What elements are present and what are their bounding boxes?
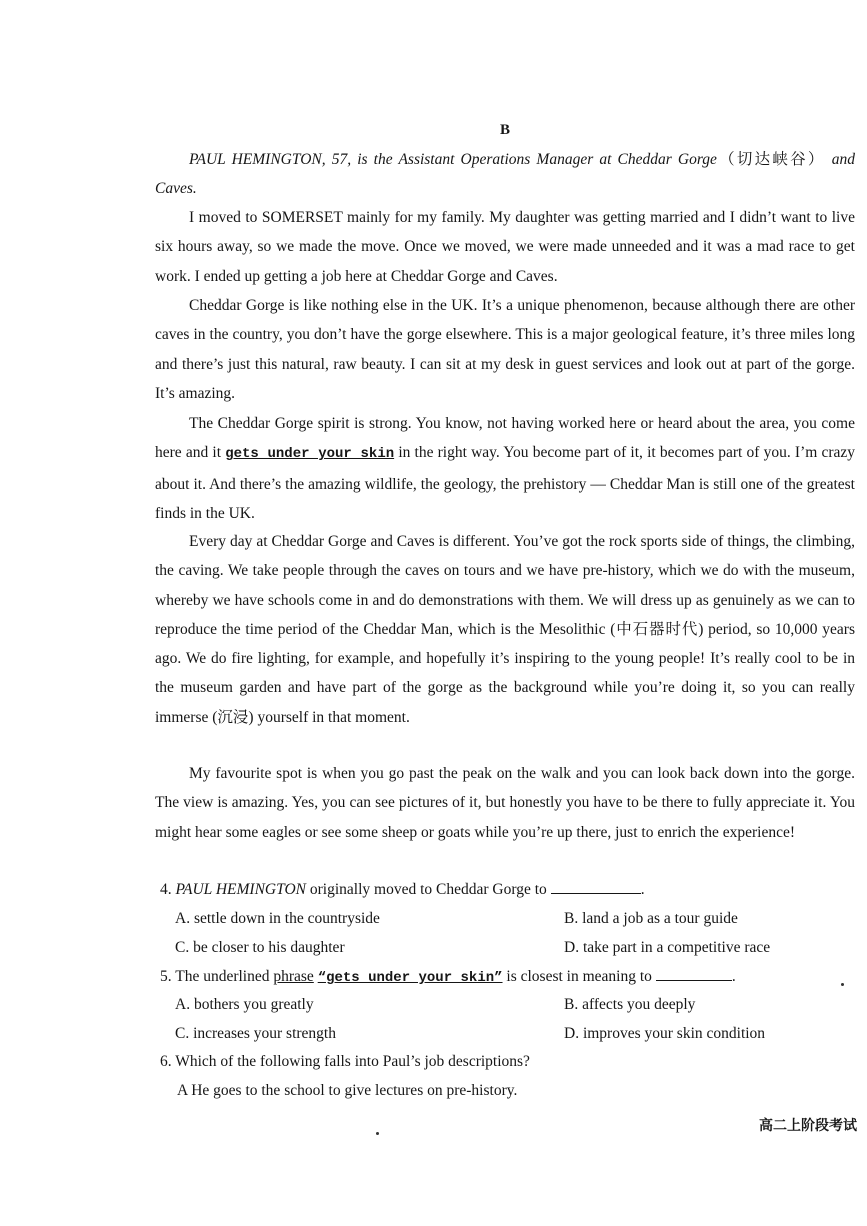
question-4-text: originally moved to Cheddar Gorge to <box>309 881 547 898</box>
paragraph-3-end: in the right way. You become part of it, it becomes part of you. I’m crazy about it. And there’s the amazing wildlife, the geology, the prehistory — Cheddar Man is still one of the greatest finds in the UK. <box>155 444 856 522</box>
q4-option-d[interactable]: D. take part in a competitive race <box>564 939 771 956</box>
paragraph-5: My favourite spot is when you go past the peak on the walk and you can look back down into the gorge. The view is amazing. Yes, you can see pictures of it, but honestly you have to be there to fully appreciate it. You might hear some eagles or see some sheep or goats while you’re up there, just to enrich the experience! <box>155 765 855 841</box>
q5-option-d[interactable]: D. improves your skin condition <box>564 1025 766 1042</box>
question-5-end: . <box>731 968 736 985</box>
underlined-phrase: gets under your skin <box>225 446 395 463</box>
intro-text: PAUL HEMINGTON, 57, is the Assistant Operations Manager at Cheddar Gorge <box>189 151 717 168</box>
section-letter: B <box>499 122 510 138</box>
q5-option-b[interactable]: B. affects you deeply <box>564 996 696 1013</box>
question-5-quoted-phrase: “gets under your skin” <box>317 970 503 986</box>
question-6: 6. Which of the following falls into Paul’s job descriptions? <box>160 1053 530 1070</box>
q4-option-c[interactable]: C. be closer to his daughter <box>175 939 345 956</box>
paragraph-1: I moved to SOMERSET mainly for my family. My daughter was getting married and I didn’t want to live six hours away, so we made the move. Once we moved, we were made unneeded and it was a mad race to get work. I ended up getting a job here at Cheddar Gorge and Caves. <box>155 209 855 285</box>
q5-option-a[interactable]: A. bothers you greatly <box>175 996 314 1013</box>
q5-option-c[interactable]: C. increases your strength <box>175 1025 336 1042</box>
paragraph-2: Cheddar Gorge is like nothing else in the UK. It’s a unique phenomenon, because although there are other caves in the country, you don’t have the gorge elsewhere. This is a major geological feature, it’s three miles long and there’s just this natural, raw beauty. I can sit at my desk in guest services and look out at part of the gorge. It’s amazing. <box>155 297 855 402</box>
question-4-number: 4. <box>160 881 172 898</box>
question-5-prefix: 5. The underlined <box>160 968 270 985</box>
intro-paragraph <box>155 145 855 204</box>
question-5-phrase-word: phrase <box>273 968 314 985</box>
intro-chinese: （切达峡谷） <box>716 151 826 168</box>
paragraph-4: Every day at Cheddar Gorge and Caves is different. You’ve got the rock sports side of things, the climbing, the caving. We take people through the caves on tours and we have pre-history, which we do with the museum, whereby we have schools come in and do demonstrations with them. We will dress up as genuinely as we can to reproduce the time period of the Cheddar Man, which is the Mesolithic (中石器时代) period, so 10,000 years ago. We do fire lighting, for example, and hopefully it’s inspiring to the young people! It’s really cool to be in the museum garden and have part of the gorge as the background while you’re doing it, so you can really immerse (沉浸) yourself in that moment. <box>155 533 855 726</box>
paragraph-3-start: The Cheddar Gorge spirit is strong. You know, not having worked here or heard about the area, you come here and it <box>155 415 855 462</box>
question-5-suffix: is closest in meaning to <box>506 968 652 985</box>
intro-text-end: and Caves. <box>155 151 855 198</box>
question-4 <box>160 875 645 904</box>
question-5 <box>160 962 736 993</box>
scan-speck <box>376 1132 379 1135</box>
q4-option-a[interactable]: A. settle down in the countryside <box>175 910 380 927</box>
q6-option-a[interactable]: A He goes to the school to give lectures on pre-history. <box>177 1082 518 1099</box>
scan-speck <box>841 983 844 986</box>
answer-blank[interactable] <box>656 966 732 981</box>
footer-label: 高二上阶段考试 <box>759 1118 857 1134</box>
answer-blank[interactable] <box>551 879 641 894</box>
question-4-name: PAUL HEMINGTON <box>175 881 306 898</box>
question-4-end: . <box>640 881 645 898</box>
paragraph-3 <box>155 409 855 528</box>
q4-option-b[interactable]: B. land a job as a tour guide <box>564 910 738 927</box>
